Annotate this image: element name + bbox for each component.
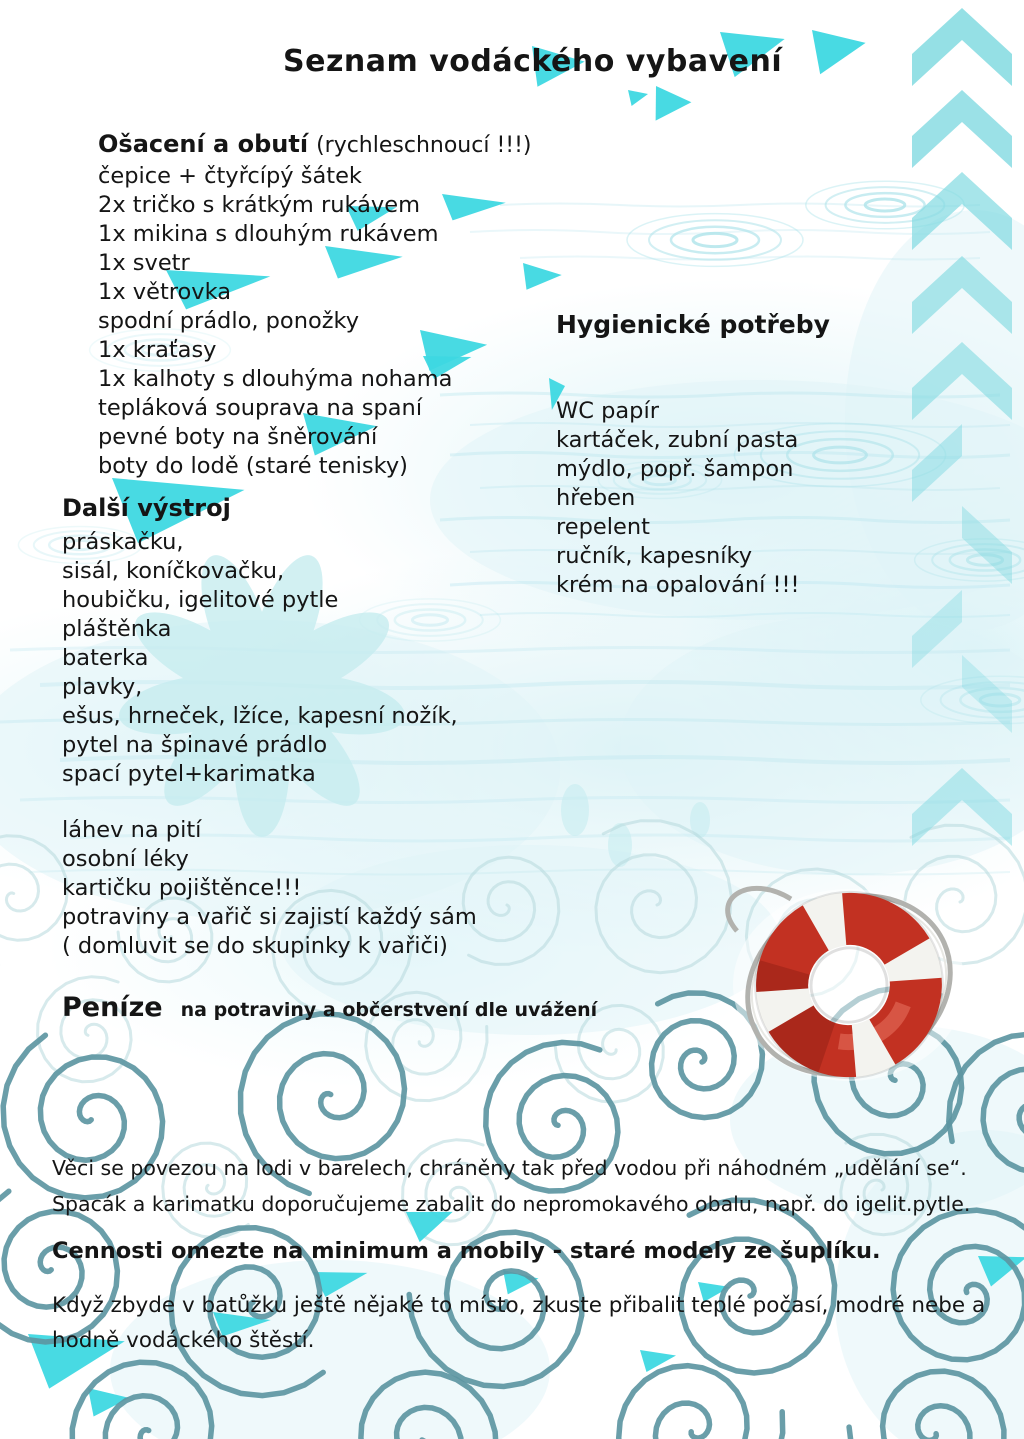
wave-swirl	[619, 1366, 783, 1439]
list-item: houbičku, igelitové pytle	[62, 587, 339, 613]
clothing-item-list	[98, 162, 452, 481]
clothing-heading-label: Ošacení a obutí	[98, 130, 309, 158]
footer-line: Spacák a karimatku doporučujeme zabalit do nepromokavého obalu, např. do igelit.pytle.	[52, 1192, 971, 1216]
footer-line: Věci se povezou na lodi v barelech, chráněny tak před vodou při náhodném „udělání se“.	[52, 1156, 967, 1180]
list-item: 2x tričko s krátkým rukávem	[98, 192, 421, 218]
list-item: sisál, koníčkovačku,	[62, 558, 285, 584]
list-item: ručník, kapesníky	[556, 543, 753, 569]
page-title: Seznam vodáckého vybavení	[283, 44, 783, 79]
list-item: tepláková souprava na spaní	[98, 395, 423, 421]
triangle-decoration	[649, 86, 693, 127]
list-item: mýdlo, popř. šampon	[556, 456, 794, 482]
chevron-up-icon	[912, 90, 1012, 168]
list-item: krém na opalování !!!	[556, 572, 800, 598]
list-item: ( domluvit se do skupinky k vařiči)	[62, 933, 448, 959]
list-item: pláštěnka	[62, 616, 172, 642]
list-item: pevné boty na šněrování	[98, 424, 378, 450]
list-item: práskačku,	[62, 529, 184, 555]
footer-paragraph-valuables: Cennosti omezte na minimum a mobily - staré modely ze šuplíku.	[52, 1238, 881, 1264]
water-ripple	[693, 233, 737, 246]
water-streak	[500, 204, 980, 207]
triangle-shape	[628, 90, 648, 106]
clothing-section-heading	[98, 130, 532, 158]
footer-paragraph-barrels	[52, 1150, 970, 1222]
list-item: spodní prádlo, ponožky	[98, 308, 360, 334]
chevron-shape	[912, 90, 1012, 168]
list-item: 1x větrovka	[98, 279, 232, 305]
footer-paragraph-wishes	[52, 1288, 985, 1358]
list-item: čepice + čtyřcípý šátek	[98, 163, 362, 189]
list-item: repelent	[556, 514, 650, 540]
list-item: kartáček, zubní pasta	[556, 427, 799, 453]
list-item: kartičku pojištěnce!!!	[62, 875, 302, 901]
gear-item-list	[62, 528, 458, 789]
list-item: spací pytel+karimatka	[62, 761, 316, 787]
hygiene-section-heading: Hygienické potřeby	[556, 310, 830, 339]
list-item: láhev na pití	[62, 817, 202, 843]
list-item: 1x svetr	[98, 250, 190, 276]
list-item: potraviny a vařič si zajistí každý sám	[62, 904, 477, 930]
chevron-shape	[912, 8, 1012, 86]
clothing-heading-note: (rychleschnoucí !!!)	[316, 133, 532, 158]
triangle-decoration	[628, 90, 648, 106]
triangle-shape	[519, 263, 562, 294]
hygiene-item-list	[556, 397, 800, 600]
footer-line: hodně vodáckého štěstí.	[52, 1328, 315, 1353]
list-item: osobní léky	[62, 846, 189, 872]
triangle-decoration	[810, 30, 866, 76]
money-heading: Peníze	[62, 992, 163, 1023]
list-item: 1x mikina s dlouhým rukávem	[98, 221, 439, 247]
list-item: plavky,	[62, 674, 143, 700]
list-item: WC papír	[556, 398, 659, 424]
money-line	[62, 992, 597, 1023]
triangle-shape	[649, 86, 693, 127]
personal-item-list	[62, 816, 477, 961]
water-ripple	[671, 227, 759, 253]
water-droplet	[561, 784, 589, 836]
chevron-up-icon	[912, 8, 1012, 86]
list-item: 1x kalhoty s dlouhýma nohama	[98, 366, 453, 392]
list-item: hřeben	[556, 485, 636, 511]
triangle-decoration	[519, 263, 562, 294]
list-item: boty do lodě (staré tenisky)	[98, 453, 408, 479]
list-item: baterka	[62, 645, 149, 671]
gear-section-heading: Další výstroj	[62, 494, 231, 522]
list-item: 1x kraťasy	[98, 337, 217, 363]
list-item: ešus, hrneček, lžíce, kapesní nožík,	[62, 703, 458, 729]
money-note: na potraviny a občerstvení dle uvážení	[180, 999, 598, 1021]
footer-line: Když zbyde v batůžku ještě nějaké to místo, zkuste přibalit teplé počasí, modré nebe a	[52, 1293, 986, 1318]
list-item: pytel na špinavé prádlo	[62, 732, 328, 758]
triangle-shape	[810, 30, 866, 76]
